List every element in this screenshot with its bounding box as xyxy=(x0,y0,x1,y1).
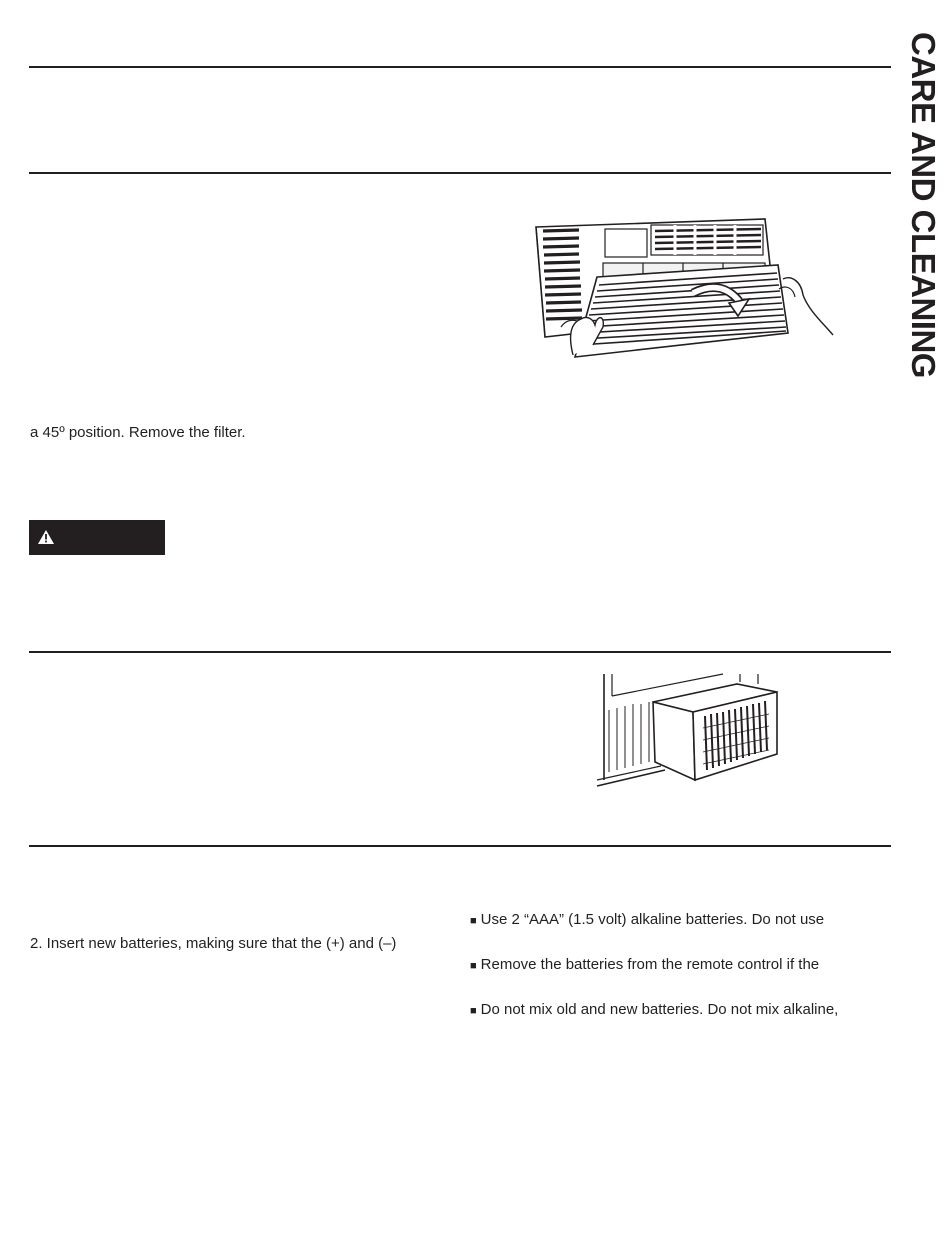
battery-bullet-3 xyxy=(470,1001,838,1020)
caution-label xyxy=(29,520,165,555)
section-divider-top xyxy=(29,66,891,68)
filter-step-text: a 45º position. Remove the filter. xyxy=(30,424,246,441)
battery-step-2-text: 2. Insert new batteries, making sure that the (+) and (–) xyxy=(30,935,397,952)
warning-triangle-icon xyxy=(37,529,55,545)
battery-bullet-2-text: Remove the batteries from the remote control if the xyxy=(480,956,820,973)
section-divider-battery xyxy=(29,845,891,847)
bullet-square-icon: ■ xyxy=(470,960,477,972)
battery-bullet-2 xyxy=(470,956,819,975)
outdoor-unit-illustration xyxy=(595,670,785,792)
side-title-text: CARE AND CLEANING xyxy=(905,32,942,378)
battery-bullet-3-text: Do not mix old and new batteries. Do not mix alkaline, xyxy=(480,1001,839,1018)
section-side-title xyxy=(902,10,942,390)
bullet-square-icon: ■ xyxy=(470,915,477,927)
battery-bullet-1 xyxy=(470,911,824,930)
section-divider-outdoor xyxy=(29,651,891,653)
section-divider-filter xyxy=(29,172,891,174)
battery-bullet-1-text: Use 2 “AAA” (1.5 volt) alkaline batteries. Do not use xyxy=(480,911,825,928)
filter-removal-illustration xyxy=(533,215,838,360)
bullet-square-icon: ■ xyxy=(470,1005,477,1017)
